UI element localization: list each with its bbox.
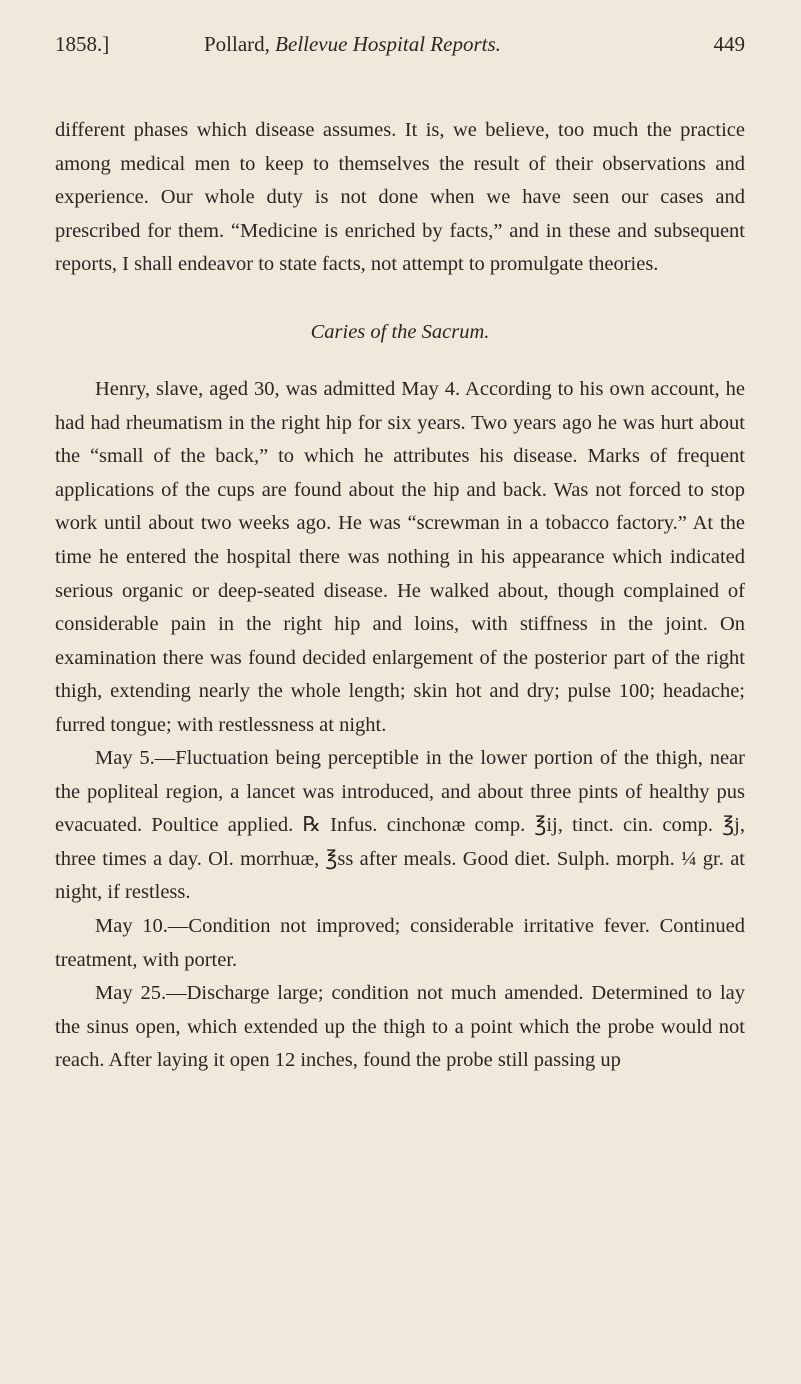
header-journal: Bellevue Hospital Reports. xyxy=(275,32,501,56)
paragraph-case-history: Henry, slave, aged 30, was admitted May 4. According to his own account, he had had rheumatism in the right hip for six years. Two years ago he was hurt about the “small of the back,” to which he attributes his disease. Marks of frequent applications of the cups are found about the hip and back. Was not forced to stop work until about two weeks ago. He was “screwman in a tobacco factory.” At the time he entered the hospital there was nothing in his appearance which indicated serious organic or deep-seated disease. He walked about, though complained of considerable pain in the right hip and loins, with stiffness in the joint. On examination there was found decided enlargement of the posterior part of the right thigh, extending nearly the whole length; skin hot and dry; pulse 100; headache; furred tongue; with restlessness at night. xyxy=(55,378,745,736)
body-text xyxy=(55,114,745,1078)
paragraph-may-25: May 25.—Discharge large; condition not much amended. Determined to lay the sinus open, which extended up the thigh to a point which the probe would not reach. After laying it open 12 inches, found the probe still passing up xyxy=(55,982,745,1072)
paragraph-intro: different phases which disease assumes. It is, we believe, too much the practice among medical men to keep to themselves the result of their observations and experience. Our whole duty is not done when we have seen our cases and prescribed for them. “Medicine is enriched by facts,” and in these and subsequent reports, I shall endeavor to state facts, not attempt to promulgate theories. xyxy=(55,119,745,276)
paragraph-may-5: May 5.—Fluctuation being perceptible in the lower portion of the thigh, near the popliteal region, a lancet was introduced, and about three pints of healthy pus evacuated. Poultice applied. ℞ Infus. cinchonæ comp. ℥ij, tinct. cin. comp. ℥j, three times a day. Ol. morrhuæ, ℥ss after meals. Good diet. Sulph. morph. ¼ gr. at night, if restless. xyxy=(55,747,745,904)
paragraph-may-10: May 10.—Condition not improved; considerable irritative fever. Continued treatment, with porter. xyxy=(55,915,745,971)
section-title: Caries of the Sacrum. xyxy=(310,320,490,343)
header-year: 1858.] xyxy=(55,32,110,56)
running-header xyxy=(55,32,745,66)
header-author: Pollard, xyxy=(204,32,270,56)
page-number: 449 xyxy=(713,32,745,56)
header-title xyxy=(204,32,501,57)
